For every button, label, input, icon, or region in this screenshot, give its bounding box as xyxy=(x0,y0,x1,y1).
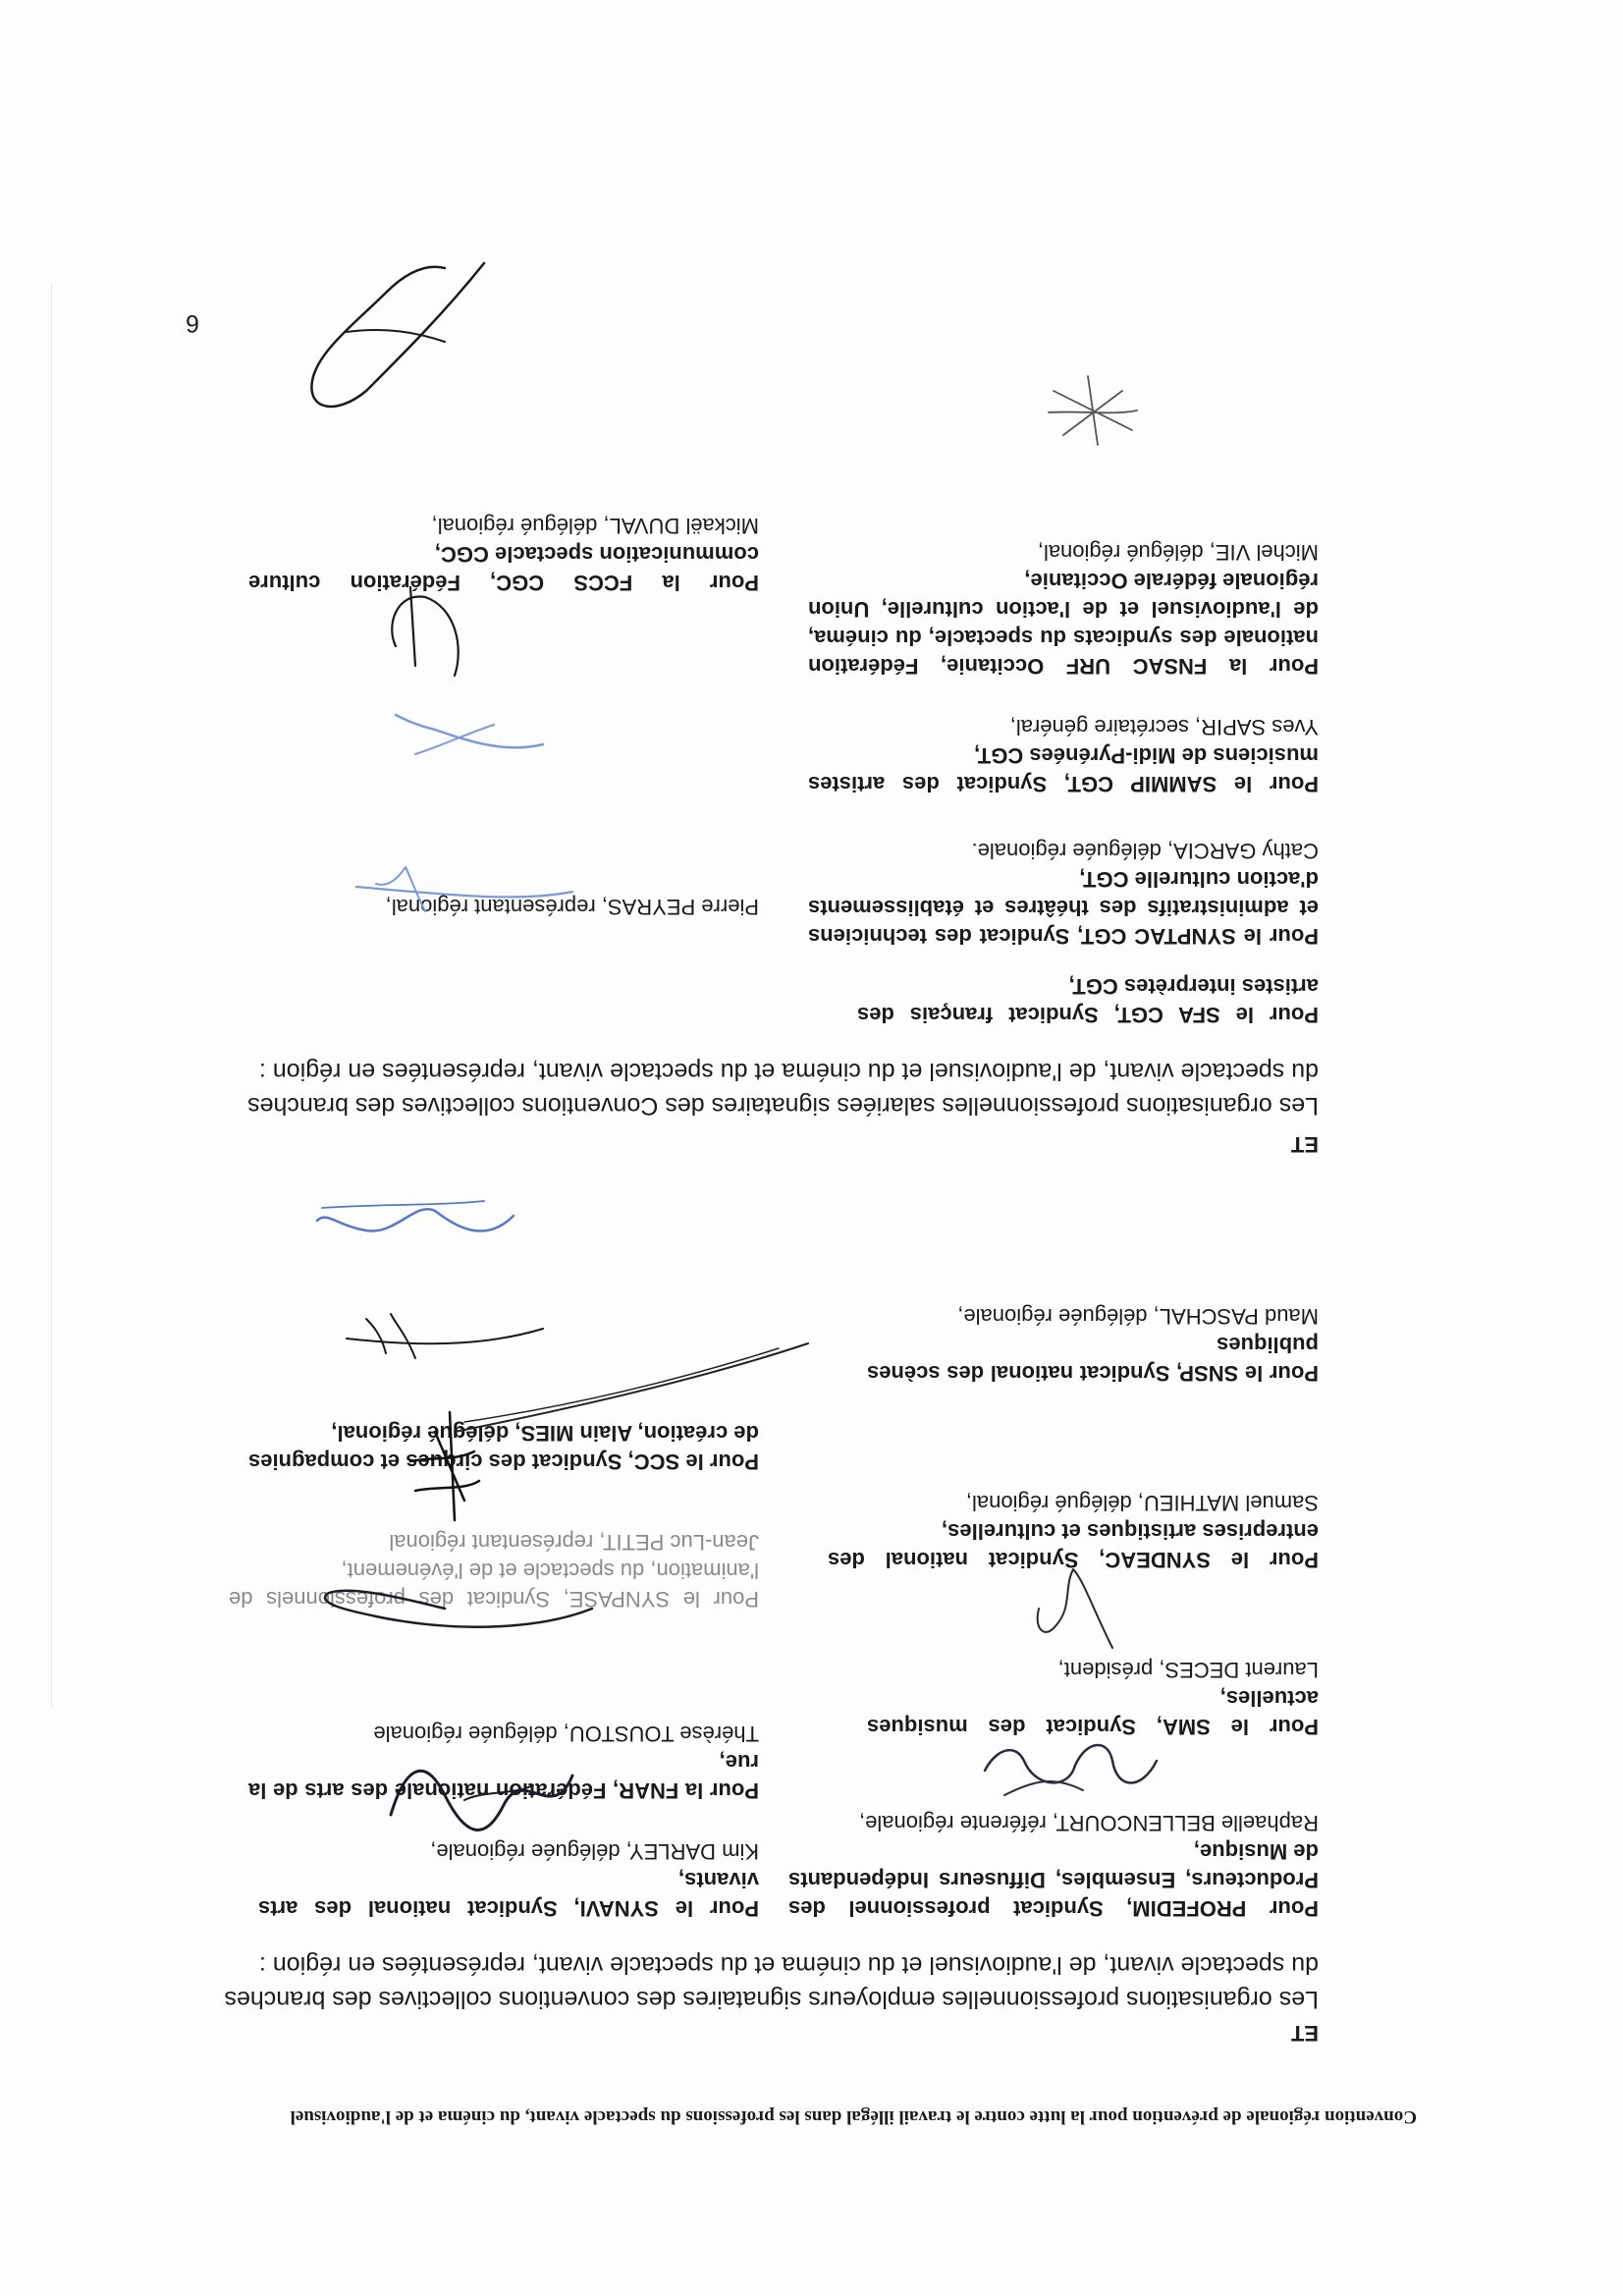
signatory-sfa-cgt xyxy=(857,972,1319,1029)
et-label: ET xyxy=(1290,2021,1319,2046)
org-name: Pour le SFA CGT, Syndicat français des artistes interprètes CGT, xyxy=(857,974,1319,1027)
org-name: Pour le SNSP, Syndicat national des scènes publiques xyxy=(867,1333,1319,1386)
signatory-synavi xyxy=(258,1837,759,1923)
representative: Michel VIE, délégué régional, xyxy=(1037,540,1319,565)
org-name: Pour la FNAR, Fédération nationale des arts de la rue, xyxy=(248,1750,759,1803)
signatory-syndeac xyxy=(828,1489,1319,1574)
signatory-fnsac-urf xyxy=(808,538,1319,681)
representative: Pierre PEYRAS, représentant régional, xyxy=(385,895,759,919)
org-name: Pour PROFEDIM, Syndicat professionnel des Producteurs, Ensembles, Diffuseurs Indépendants de Musique, xyxy=(788,1839,1319,1921)
signature-mies xyxy=(337,1304,553,1373)
org-name: Pour la FCCS CGC, Fédération culture communication spectacle CGC, xyxy=(248,542,759,595)
representative: Maud PASCHAL, déléguée régionale, xyxy=(957,1304,1319,1329)
signatory-scc xyxy=(248,1419,759,1476)
representative: Jean-Luc PETIT, représentant régional xyxy=(389,1530,759,1555)
signatory-fccs-cgc xyxy=(248,512,759,597)
representative: Mickaël DUVAL, délégué régional, xyxy=(431,514,759,538)
signatory-synpase xyxy=(229,1528,759,1613)
signatory-sammip-cgt xyxy=(808,713,1319,798)
et-label-2: ET xyxy=(1290,1132,1319,1157)
signature-peyras xyxy=(386,705,553,774)
scan-edge-line xyxy=(51,283,52,1707)
signature-vie xyxy=(288,253,504,430)
org-name: Pour le SYNAVI, Syndicat national des arts vivants, xyxy=(258,1868,759,1921)
signatory-profedim xyxy=(788,1809,1319,1923)
org-name: Pour la FNSAC URF Occitanie, Fédération nationale des syndicats du spectacle, du cinéma, de l'audiovisuel et de l'action culturelle, Union régionale fédérale Occitanie, xyxy=(808,569,1319,679)
org-name: Pour le SCC, Syndicat des cirques et compagnies de création, Alain MIES, délégué régional, xyxy=(248,1421,759,1474)
representative: Kim DARLEY, déléguée régionale, xyxy=(430,1839,759,1864)
representative: Thérèse TOUSTOU, déléguée régionale xyxy=(373,1722,759,1746)
signatory-synptac-representative xyxy=(248,893,759,921)
employers-intro: Les organisations professionnelles employeurs signataires des conventions collectives des branches du spectacle vivant, de l'audiovisuel et du cinéma et du spectacle vivant, représentées en région : xyxy=(224,1951,1319,2013)
org-name: Pour le SYNPTAC CGT, Syndicat des techniciens et administratifs des théâtres et établissements d'action culturelle CGT, xyxy=(808,867,1319,949)
org-name: Pour le SMA, Syndicat des musiques actuelles, xyxy=(867,1686,1319,1739)
representative: Raphaelle BELLENCOURT, référente régionale, xyxy=(859,1811,1319,1835)
employees-intro: Les organisations professionnelles salariées signataires des Conventions collectives des branches du spectacle vivant, de l'audiovisuel et du cinéma et du spectacle vivant, représentées en région : xyxy=(247,1058,1319,1120)
representative: Laurent DECES, président, xyxy=(1057,1658,1319,1682)
signature-duval xyxy=(1034,361,1152,460)
signatory-fnar xyxy=(248,1720,759,1805)
representative: Samuel MATHIEU, délégué régional, xyxy=(965,1491,1319,1515)
org-name: Pour le SYNPASE, Syndicat des professionnels de l'animation, du spectacle et de l'événement, xyxy=(229,1558,759,1612)
signatory-sma xyxy=(867,1656,1319,1741)
representative: Cathy GARCIA, déléguée régionale. xyxy=(971,839,1319,863)
org-name: Pour le SAMMIP CGT, Syndicat des artistes musiciens de Midi-Pyrénées CGT, xyxy=(808,743,1319,796)
signatory-synptac-cgt xyxy=(808,837,1319,951)
page-number: 6 xyxy=(186,309,199,337)
signatory-snsp xyxy=(867,1302,1319,1388)
representative: Yves SAPIR, secrétaire général, xyxy=(1009,715,1319,739)
org-name: Pour le SYNDEAC, Syndicat national des entreprises artistiques et culturelles, xyxy=(828,1519,1319,1572)
document-header: Convention régionale de prévention pour la lutte contre le travail illégal dans les professions du spectacle vivant, du cinéma et de l'audiovisuel xyxy=(290,2106,1417,2127)
signature-paschal xyxy=(307,1186,523,1265)
